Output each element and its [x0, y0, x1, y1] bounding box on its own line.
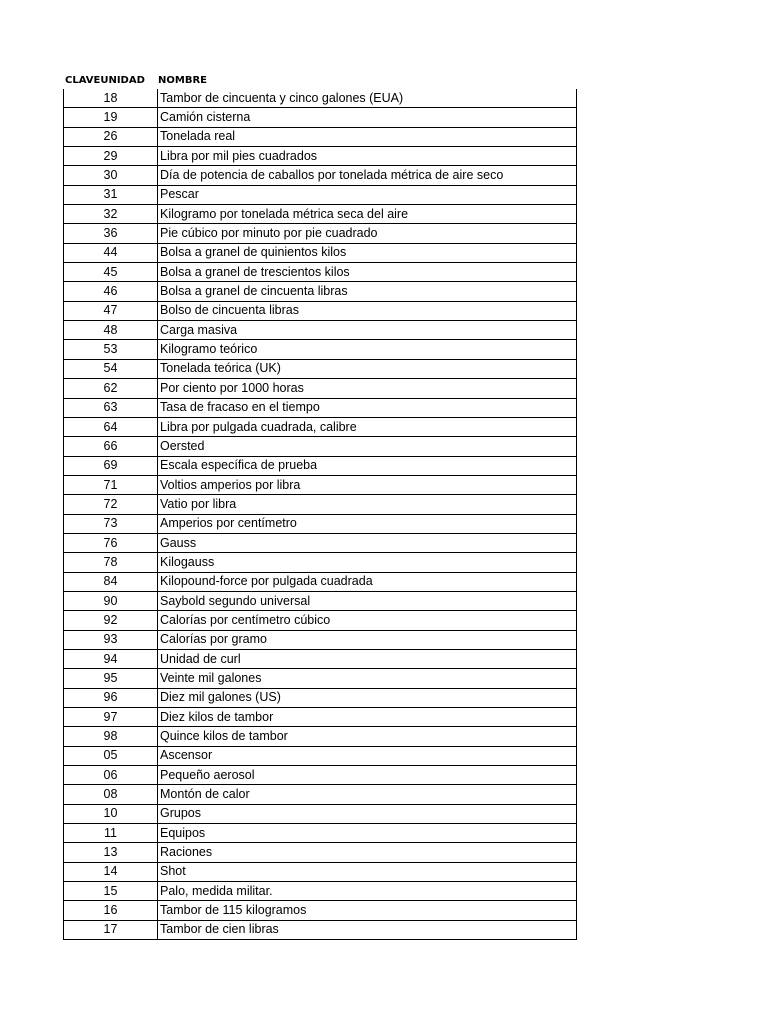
- unit-name-cell: Pie cúbico por minuto por pie cuadrado: [158, 224, 577, 243]
- unit-name-cell: Tasa de fracaso en el tiempo: [158, 398, 577, 417]
- table-row: [64, 379, 577, 398]
- unit-name-cell: Grupos: [158, 804, 577, 823]
- unit-code-cell: 30: [64, 166, 158, 185]
- table-row: [64, 417, 577, 436]
- unit-name-cell: Shot: [158, 862, 577, 881]
- unit-code-cell: 29: [64, 147, 158, 166]
- unit-code-cell: 44: [64, 243, 158, 262]
- table-row: [64, 804, 577, 823]
- table-row: [64, 572, 577, 591]
- table-row: [64, 533, 577, 552]
- unit-code-cell: 32: [64, 205, 158, 224]
- unit-name-cell: Tambor de 115 kilogramos: [158, 901, 577, 920]
- unit-code-cell: 14: [64, 862, 158, 881]
- unit-name-cell: Unidad de curl: [158, 649, 577, 668]
- unit-code-cell: 10: [64, 804, 158, 823]
- table-row: [64, 224, 577, 243]
- table-row: [64, 243, 577, 262]
- unit-name-cell: Veinte mil galones: [158, 669, 577, 688]
- unit-name-cell: Kilogramo teórico: [158, 340, 577, 359]
- table-row: [64, 727, 577, 746]
- table-row: [64, 920, 577, 939]
- table-row: [64, 785, 577, 804]
- unit-name-cell: Bolso de cincuenta libras: [158, 301, 577, 320]
- unit-code-cell: 06: [64, 766, 158, 785]
- unit-name-cell: Bolsa a granel de quinientos kilos: [158, 243, 577, 262]
- unit-name-cell: Oersted: [158, 437, 577, 456]
- unit-code-sheet: [63, 69, 577, 940]
- unit-name-cell: Diez kilos de tambor: [158, 708, 577, 727]
- table-row: [64, 708, 577, 727]
- table-row: [64, 630, 577, 649]
- unit-name-cell: Bolsa a granel de cincuenta libras: [158, 282, 577, 301]
- table-row: [64, 205, 577, 224]
- table-row: [64, 108, 577, 127]
- unit-table-body: [64, 89, 577, 940]
- table-row: [64, 127, 577, 146]
- unit-name-cell: Kilopound-force por pulgada cuadrada: [158, 572, 577, 591]
- table-row: [64, 398, 577, 417]
- unit-name-cell: Pequeño aerosol: [158, 766, 577, 785]
- unit-code-cell: 18: [64, 89, 158, 108]
- unit-code-cell: 94: [64, 649, 158, 668]
- unit-code-cell: 54: [64, 359, 158, 378]
- table-row: [64, 282, 577, 301]
- unit-code-cell: 64: [64, 417, 158, 436]
- unit-code-cell: 47: [64, 301, 158, 320]
- table-row: [64, 514, 577, 533]
- table-row: [64, 185, 577, 204]
- unit-code-cell: 78: [64, 553, 158, 572]
- unit-code-cell: 15: [64, 882, 158, 901]
- unit-code-cell: 16: [64, 901, 158, 920]
- unit-name-cell: Raciones: [158, 843, 577, 862]
- unit-code-cell: 05: [64, 746, 158, 765]
- unit-code-cell: 53: [64, 340, 158, 359]
- unit-code-cell: 08: [64, 785, 158, 804]
- unit-code-cell: 48: [64, 321, 158, 340]
- unit-name-cell: Tambor de cincuenta y cinco galones (EUA): [158, 89, 577, 108]
- unit-code-cell: 90: [64, 591, 158, 610]
- table-row: [64, 301, 577, 320]
- table-row: [64, 766, 577, 785]
- table-row: [64, 901, 577, 920]
- unit-code-cell: 69: [64, 456, 158, 475]
- table-row: [64, 862, 577, 881]
- unit-name-cell: Bolsa a granel de trescientos kilos: [158, 263, 577, 282]
- unit-name-cell: Amperios por centímetro: [158, 514, 577, 533]
- table-row: [64, 591, 577, 610]
- unit-code-cell: 26: [64, 127, 158, 146]
- table-row: [64, 475, 577, 494]
- table-row: [64, 166, 577, 185]
- table-header: [63, 69, 577, 89]
- unit-name-cell: Tambor de cien libras: [158, 920, 577, 939]
- unit-name-cell: Tonelada real: [158, 127, 577, 146]
- table-row: [64, 843, 577, 862]
- unit-name-cell: Kilogauss: [158, 553, 577, 572]
- unit-table: [63, 89, 577, 940]
- unit-code-cell: 98: [64, 727, 158, 746]
- table-row: [64, 882, 577, 901]
- unit-name-cell: Voltios amperios por libra: [158, 475, 577, 494]
- unit-code-cell: 13: [64, 843, 158, 862]
- unit-name-cell: Por ciento por 1000 horas: [158, 379, 577, 398]
- table-row: [64, 824, 577, 843]
- unit-code-cell: 73: [64, 514, 158, 533]
- table-row: [64, 688, 577, 707]
- table-row: [64, 437, 577, 456]
- unit-code-cell: 63: [64, 398, 158, 417]
- unit-code-cell: 71: [64, 475, 158, 494]
- unit-code-cell: 31: [64, 185, 158, 204]
- unit-name-cell: Carga masiva: [158, 321, 577, 340]
- unit-code-cell: 95: [64, 669, 158, 688]
- unit-name-cell: Ascensor: [158, 746, 577, 765]
- table-row: [64, 321, 577, 340]
- table-row: [64, 669, 577, 688]
- table-row: [64, 495, 577, 514]
- unit-name-cell: Camión cisterna: [158, 108, 577, 127]
- unit-code-cell: 66: [64, 437, 158, 456]
- unit-code-cell: 46: [64, 282, 158, 301]
- unit-name-cell: Saybold segundo universal: [158, 591, 577, 610]
- table-row: [64, 649, 577, 668]
- unit-name-cell: Palo, medida militar.: [158, 882, 577, 901]
- unit-code-cell: 72: [64, 495, 158, 514]
- unit-name-cell: Pescar: [158, 185, 577, 204]
- unit-code-cell: 93: [64, 630, 158, 649]
- table-row: [64, 147, 577, 166]
- unit-code-cell: 17: [64, 920, 158, 939]
- unit-code-cell: 45: [64, 263, 158, 282]
- unit-code-cell: 62: [64, 379, 158, 398]
- unit-code-cell: 92: [64, 611, 158, 630]
- unit-code-cell: 97: [64, 708, 158, 727]
- table-row: [64, 611, 577, 630]
- table-row: [64, 553, 577, 572]
- unit-code-cell: 84: [64, 572, 158, 591]
- unit-name-cell: Gauss: [158, 533, 577, 552]
- unit-name-cell: Escala específica de prueba: [158, 456, 577, 475]
- unit-name-cell: Montón de calor: [158, 785, 577, 804]
- unit-name-cell: Libra por mil pies cuadrados: [158, 147, 577, 166]
- header-nombre: NOMBRE: [158, 75, 207, 86]
- unit-name-cell: Libra por pulgada cuadrada, calibre: [158, 417, 577, 436]
- table-row: [64, 263, 577, 282]
- unit-code-cell: 19: [64, 108, 158, 127]
- table-row: [64, 456, 577, 475]
- unit-name-cell: Día de potencia de caballos por tonelada métrica de aire seco: [158, 166, 577, 185]
- table-row: [64, 359, 577, 378]
- header-claveunidad: CLAVEUNIDAD: [65, 75, 145, 86]
- unit-code-cell: 76: [64, 533, 158, 552]
- table-row: [64, 746, 577, 765]
- unit-name-cell: Equipos: [158, 824, 577, 843]
- unit-name-cell: Calorías por gramo: [158, 630, 577, 649]
- unit-name-cell: Quince kilos de tambor: [158, 727, 577, 746]
- table-row: [64, 340, 577, 359]
- unit-name-cell: Tonelada teórica (UK): [158, 359, 577, 378]
- unit-name-cell: Vatio por libra: [158, 495, 577, 514]
- unit-name-cell: Diez mil galones (US): [158, 688, 577, 707]
- unit-code-cell: 11: [64, 824, 158, 843]
- unit-name-cell: Kilogramo por tonelada métrica seca del aire: [158, 205, 577, 224]
- unit-code-cell: 96: [64, 688, 158, 707]
- table-row: [64, 89, 577, 108]
- unit-name-cell: Calorías por centímetro cúbico: [158, 611, 577, 630]
- unit-code-cell: 36: [64, 224, 158, 243]
